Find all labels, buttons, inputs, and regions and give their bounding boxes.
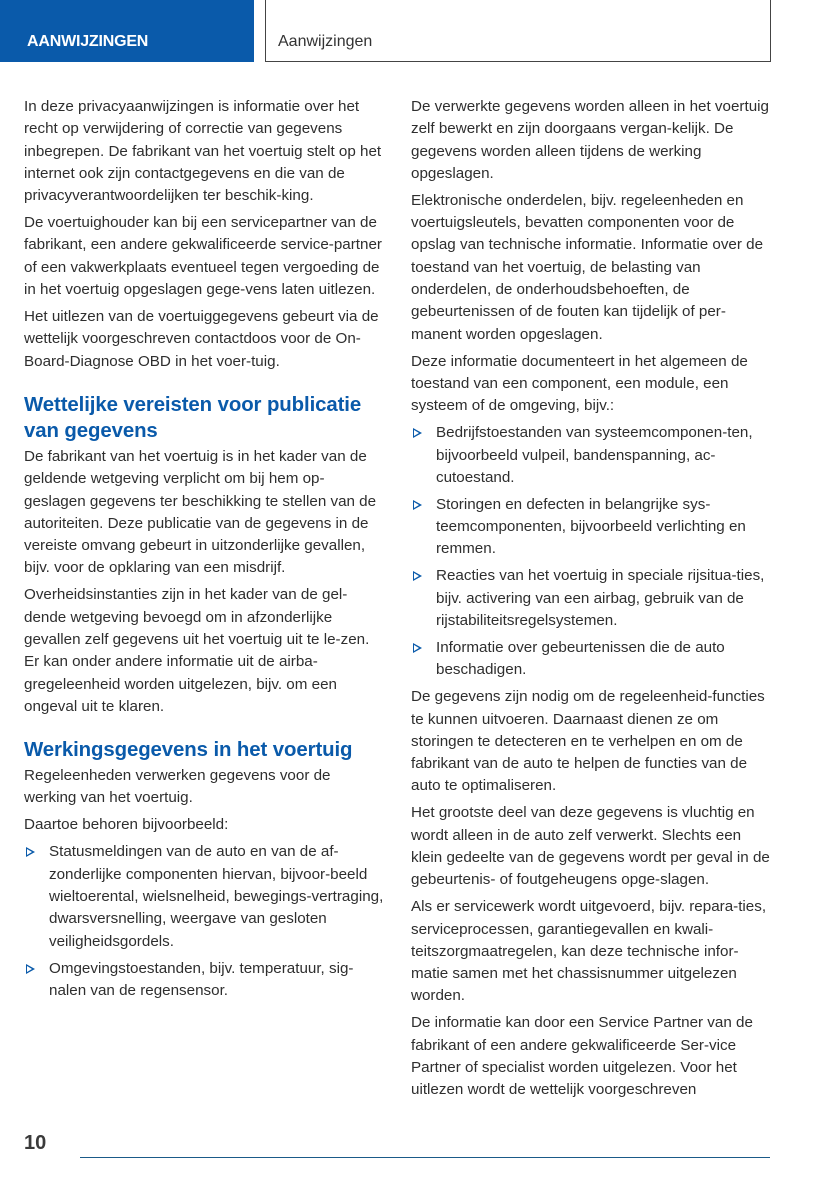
paragraph: De verwerkte gegevens worden alleen in het voertuig zelf bewerkt en zijn doorgaans vergan-kelijk. De gegevens worden alleen tijdens de werking opgeslagen. (411, 98, 769, 182)
list-item-text: Omgevingstoestanden, bijv. temperatuur, sig-nalen van de regensensor. (49, 959, 354, 999)
section-heading: Werkingsgegevens in het voertuig (24, 739, 353, 762)
paragraph: Overheidsinstanties zijn in het kader van de gel-dende wetgeving bevoegd om in afzonderlijke gevallen zelf gegevens uit het voertuig uit te le-zen. Er kan onder andere informatie uit de airba-gregeleenheid worden uitgelezen, bijv. om een ongeval uit te klaren. (24, 586, 370, 715)
paragraph: Het grootste deel van deze gegevens is vluchtig en wordt alleen in de auto zelf verwerkt. Slechts een klein gedeelte van de gegevens wordt per geval in de gebeurtenis- of foutgeheugens opge-slagen. (411, 804, 770, 889)
list-item-text: Statusmeldingen van de auto en van de af-zonderlijke componenten hiervan, bijvoor-beeld wieltoerental, wielsnelheid, bewegings-vertraging, dwarsversnelling, weergave van gesloten veiligheidsgordels. (49, 843, 384, 950)
triangle-bullet-icon (413, 428, 422, 438)
paragraph: Daartoe behoren bijvoorbeeld: (24, 816, 229, 834)
triangle-bullet-icon (26, 847, 35, 857)
list-item (411, 494, 773, 561)
paragraph: In deze privacyaanwijzingen is informatie over het recht op verwijdering of correctie van gegevens inbegrepen. De fabrikant van het voertuig stelt op het internet ook zijn contactgegevens en die van de privacyverantwoordelijken ter beschik-king. (24, 98, 382, 205)
triangle-bullet-icon (413, 643, 422, 653)
paragraph: Als er servicewerk wordt uitgevoerd, bijv. repara-ties, serviceprocessen, garantiegevallen en kwali-teitszorgmaatregelen, kan deze technische infor-matie samen met het chassisnummer uitgelezen worden. (411, 898, 767, 1005)
right-column (411, 96, 773, 1106)
section-tab-label: AANWIJZINGEN (27, 33, 149, 50)
list-item-text: Reacties van het voertuig in speciale rijsitua-ties, bijv. activering van een airbag, gebruik van de rijstabiliteitsregelsystemen. (436, 567, 765, 629)
chapter-title: Aanwijzingen (278, 33, 373, 50)
triangle-bullet-icon (413, 571, 422, 581)
paragraph: Het uitlezen van de voertuiggegevens gebeurt via de wettelijk voorgeschreven contactdoos voor de On-Board-Diagnose OBD in het voer-tuig. (24, 308, 379, 370)
paragraph: De informatie kan door een Service Partner van de fabrikant of een andere gekwalificeerde Ser-vice Partner of specialist worden uitgelezen. Voor het uitlezen wordt de wettelijk voorgeschreven (411, 1014, 753, 1099)
list-item (411, 565, 773, 632)
list-item-text: Storingen en defecten in belangrijke sys-teemcomponenten, bijvoorbeeld verlichting en remmen. (436, 495, 746, 558)
paragraph: De fabrikant van het voertuig is in het kader van de geldende wetgeving verplicht om bij hem op-geslagen gegevens ter beschikking te stellen van de autoriteiten. Deze publicatie van de gegevens in de vereiste omvang gebeurt in uitzonderlijke gevallen, bijv. voor de opklaring van een misdrijf. (24, 447, 377, 577)
list-item (411, 422, 773, 489)
paragraph: De gegevens zijn nodig om de regeleenheid-functies te kunnen uitvoeren. Daarnaast dienen ze om storingen te detecteren en te verhelpen en om de fabrikant van de auto te helpen de functies van de auto te optimaliseren. (411, 688, 765, 795)
section-heading: Wettelijke vereisten voor publicatie van gegevens (24, 393, 362, 442)
left-column (24, 96, 386, 1007)
section-tab (0, 0, 254, 62)
list-item (411, 637, 773, 682)
list-item (24, 841, 386, 952)
paragraph: Deze informatie documenteert in het algemeen de toestand van een component, een module, een systeem of de omgeving, bijv.: (411, 352, 748, 415)
paragraph: Regeleenheden verwerken gegevens voor de werking van het voertuig. (24, 767, 331, 807)
footer-divider (80, 1157, 770, 1158)
triangle-bullet-icon (26, 964, 35, 974)
chapter-title-box (265, 0, 771, 62)
triangle-bullet-icon (413, 500, 422, 510)
list-item (24, 958, 386, 1003)
paragraph: De voertuighouder kan bij een servicepartner van de fabrikant, een andere gekwalificeerde service-partner of een vakwerkplaats eventueel tegen vergoeding de in het voertuig opgeslagen gege-vens laten uitlezen. (24, 214, 382, 299)
page-number: 10 (24, 1132, 47, 1154)
paragraph: Elektronische onderdelen, bijv. regeleenheden en voertuigsleutels, bevatten componenten voor de opslag van technische informatie. Informatie over de toestand van het voertuig, de belasting van onderdelen, de onderhoudsbehoeften, de gebeurtenissen of de fouten kan tijdelijk of per-manent worden opgeslagen. (411, 191, 764, 343)
list-item-text: Bedrijfstoestanden van systeemcomponen-ten, bijvoorbeeld vulpeil, bandenspanning, ac-cutoestand. (436, 424, 753, 486)
list-item-text: Informatie over gebeurtenissen die de auto beschadigen. (436, 638, 725, 679)
